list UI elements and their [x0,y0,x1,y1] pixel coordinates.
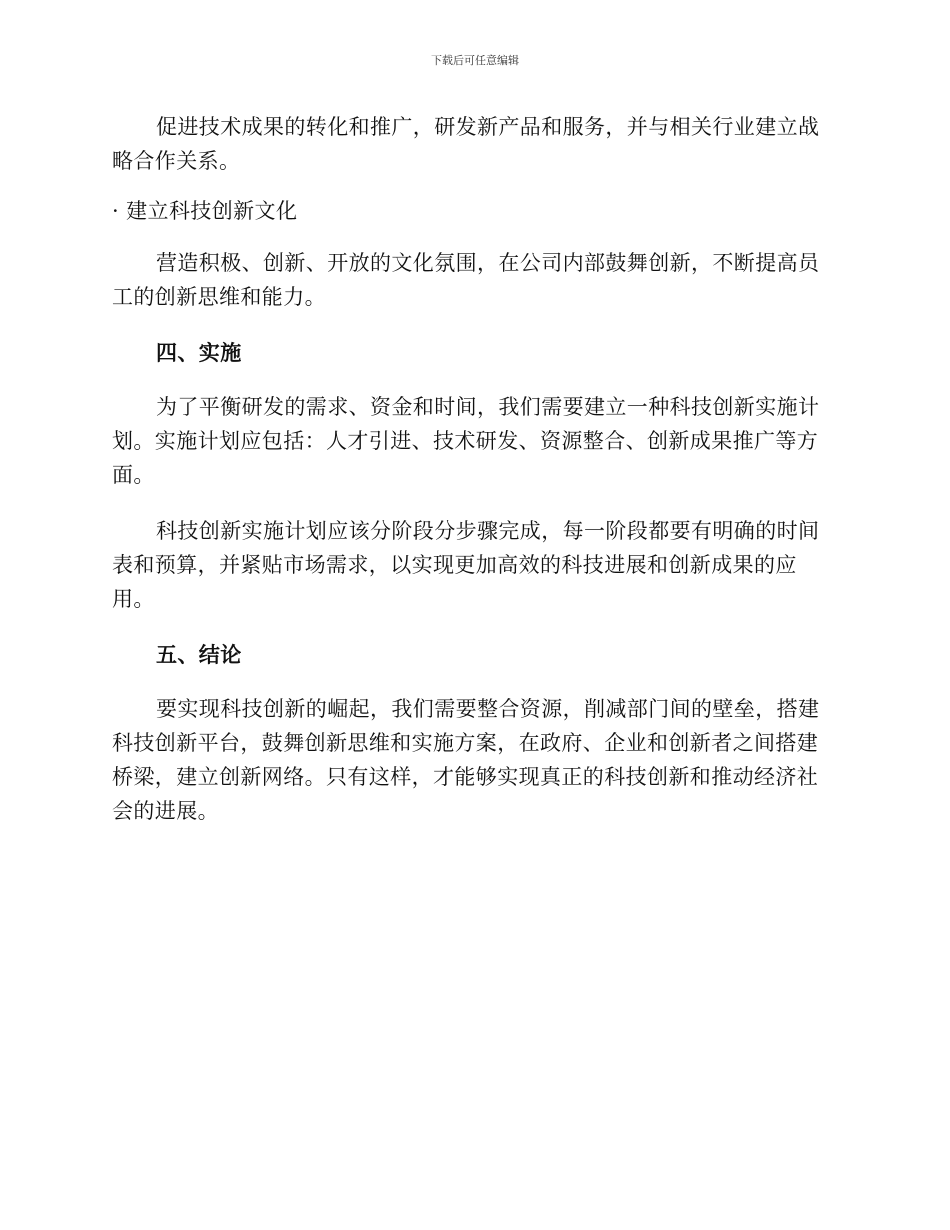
paragraph-conclusion: 要实现科技创新的崛起，我们需要整合资源，削减部门间的壁垒，搭建科技创新平台，鼓舞创新思维和实施方案，在政府、企业和创新者之间搭建桥梁，建立创新网络。只有这样，才能够实现真正的科技创新和推动经济社会的进展。 [112,697,820,823]
document-body [112,110,830,850]
paragraph-culture: 营造积极、创新、开放的文化氛围，在公司内部鼓舞创新，不断提高员工的创新思维和能力。 [112,251,820,309]
page-header: 下载后可任意编辑 [431,54,519,67]
paragraph-implementation-plan: 为了平衡研发的需求、资金和时间，我们需要建立一种科技创新实施计划。实施计划应包括：人才引进、技术研发、资源整合、创新成果推广等方面。 [112,395,820,487]
paragraph-tech-transfer: 促进技术成果的转化和推广，研发新产品和服务，并与相关行业建立战略合作关系。 [112,115,820,173]
section-heading-implementation: 四、实施 [156,341,242,365]
paragraph-phased-plan: 科技创新实施计划应该分阶段分步骤完成，每一阶段都要有明确的时间表和预算，并紧贴市场需求，以实现更加高效的科技进展和创新成果的应用。 [112,519,820,611]
bullet-innovation-culture: · 建立科技创新文化 [112,199,298,223]
section-heading-conclusion: 五、结论 [156,643,242,667]
